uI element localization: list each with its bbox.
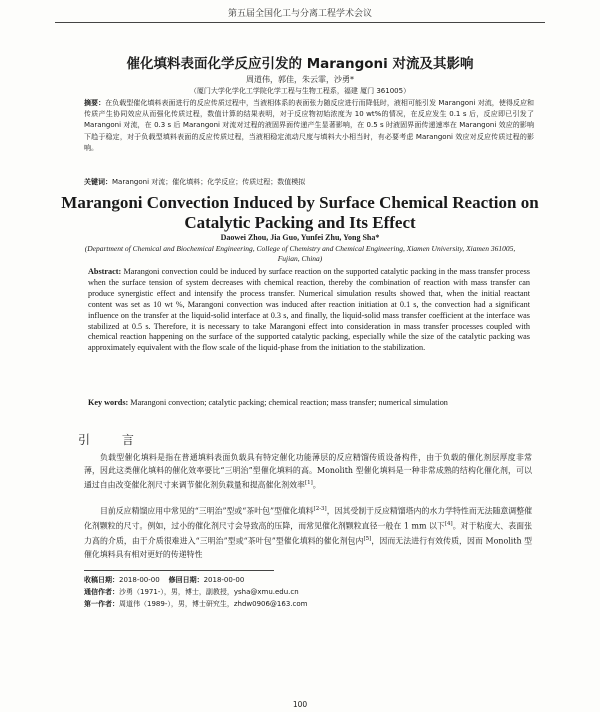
received-label: 收稿日期： [84, 576, 119, 584]
intro-p2-text-b: ，因其受制于反应精馏塔内的水力学特性而无法随意调整催化剂颗粒的尺寸。例如，过小的催化剂尺寸会导致高的压降，而常见催化剂颗粒直径一般在 1 mm 以下 [84, 506, 532, 531]
intro-p2-text-d: ，因而无法进行有效传质，因而 Monolith 型催化填料具有相对更好的传递特性 [84, 537, 532, 559]
english-abstract-text: Marangoni convection could be induced by surface reaction on the supported catalytic packing in the mass transfer process when the surface tension of system decreases with chemical reaction, thereby the combination of reaction with mass transfer can produce synergistic effect and intensify the process transfer. Numerical simulation results showed that, when the initial reactant content was set as 10 wt %, Marangoni convection was induced after reaction initiation at 0.1 s, the convection had a significant influence on the transfer at the liquid-solid interface at 0.3 s, and finally, the liquid-solid mass transfer coefficient at the interface was stabilized at 0.5 s. Therefore, it is necessary to take Marangoni effect into consideration in mass transfer processes coupled with chemical reaction happening on the surface of the supported catalytic packing, especially while the size of the catalytic packing was approximately equivalent with the flow scale of the liquid-phase from the initiation to the stabilization. [88, 267, 530, 353]
first-author-label: 第一作者： [84, 600, 119, 608]
running-header: 第五届全国化工与分离工程学术会议 [227, 9, 372, 19]
page-number: 100 [292, 700, 308, 709]
header-rule [55, 22, 545, 23]
revised-date: 2018-00-00 [203, 576, 245, 584]
chinese-abstract [84, 98, 534, 154]
revised-label: 修回日期： [168, 576, 204, 584]
intro-p2-text-a: 目前反应精馏应用中常见的“三明治”型或“茶叶包”型催化填料 [100, 506, 314, 516]
intro-p1-end: 。 [312, 480, 321, 490]
first-author: 周道伟（1989-），男，博士研究生，zhdw0906@163.com [119, 600, 308, 608]
citation: [2-3] [313, 506, 327, 512]
chinese-keywords-text: Marangoni 对流；催化填料；化学反应；传质过程；数值模拟 [112, 178, 306, 186]
citation: [4] [444, 521, 453, 528]
chinese-authors: 周道伟，郭佳，朱云霏，沙勇* [246, 75, 354, 84]
chinese-title: 催化填料表面化学反应引发的 Marangoni 对流及其影响 [126, 56, 474, 72]
english-keywords [88, 398, 530, 407]
chinese-abstract-label: 摘要： [84, 99, 106, 107]
chinese-keywords-label: 关键词： [84, 178, 112, 186]
corresponding-label: 通信作者： [84, 588, 119, 596]
citation: [1] [304, 480, 313, 487]
english-abstract-label: Abstract: [88, 267, 122, 276]
received-date: 2018-00-00 [119, 576, 160, 584]
english-keywords-text: Marangoni convection; catalytic packing; chemical reaction; mass transfer; numerical simulation [130, 398, 448, 407]
english-authors: Daowei Zhou, Jia Guo, Yunfei Zhu, Yong Sha* [220, 233, 380, 242]
footnote-rule [84, 570, 274, 571]
footnote-corresponding [84, 587, 524, 597]
english-keywords-label: Key words: [88, 398, 129, 407]
intro-heading: 引 言 [78, 433, 148, 447]
footnote-dates [84, 575, 524, 585]
intro-p1-text: 负载型催化填料是指在普通填料表面负载具有特定催化功能薄层的反应精馏传质设备构件，由于负载的催化剂层厚度非常薄，因此这类催化填料的催化效率要比“三明治”型催化填料的高。Monolith 型催化填料是一种非常成熟的结构化催化剂，可以通过自由改变催化剂尺寸来调节催化剂负载量和提高催化剂效率 [84, 453, 532, 490]
citation: [5] [363, 536, 372, 543]
english-abstract [88, 267, 530, 354]
chinese-keywords [84, 177, 534, 187]
chinese-affiliation: （厦门大学化学化工学院化学工程与生物工程系，福建 厦门 361005） [189, 87, 411, 95]
footnote-first-author [84, 599, 524, 609]
intro-paragraph-2 [84, 503, 532, 561]
chinese-abstract-text: 在负载型催化填料表面进行的反应传质过程中，当液相体系的表面张力随反应进行而降低时，液相可能引发 Marangoni 对流，使得反应和传质产生协同效应从而强化传质过程，数值计算的结果表明，对于反应物初始浓度为 10 wt%的情况，在反应发生 0.1 s 后，反应即已引发了 Marangoni 对流，在 0.3 s 后 Marangoni 对流对过程的液固界面传递产生显著影响，在 0.5 s 时液固界面传递速率在 Marangoni 效应的影响下趋于稳定，对于负载型填料表面的反应传质过程，当液相稳定流动尺度与填料大小相当时，有必要考虑 Marangoni 效应对反应传质过程的影响。 [84, 99, 535, 152]
corresponding-author: 沙勇（1971-），男，博士，副教授，ysha@xmu.edu.cn [119, 588, 299, 596]
english-affiliation: (Department of Chemical and Biochemical Engineering, College of Chemistry and Chemical Engineering, Xiamen University, Xiamen 361005, Fujian, China) [84, 244, 516, 263]
english-title: Marangoni Convection Induced by Surface Chemical Reaction on Catalytic Packing and Its Effect [61, 193, 539, 232]
intro-paragraph-1 [84, 452, 532, 492]
intro-p2-text-c: 。对于粘度大、表面张力高的介质，由于介质很难进入“三明治”型或“茶叶包”型催化填料的催化剂包内 [84, 521, 532, 547]
